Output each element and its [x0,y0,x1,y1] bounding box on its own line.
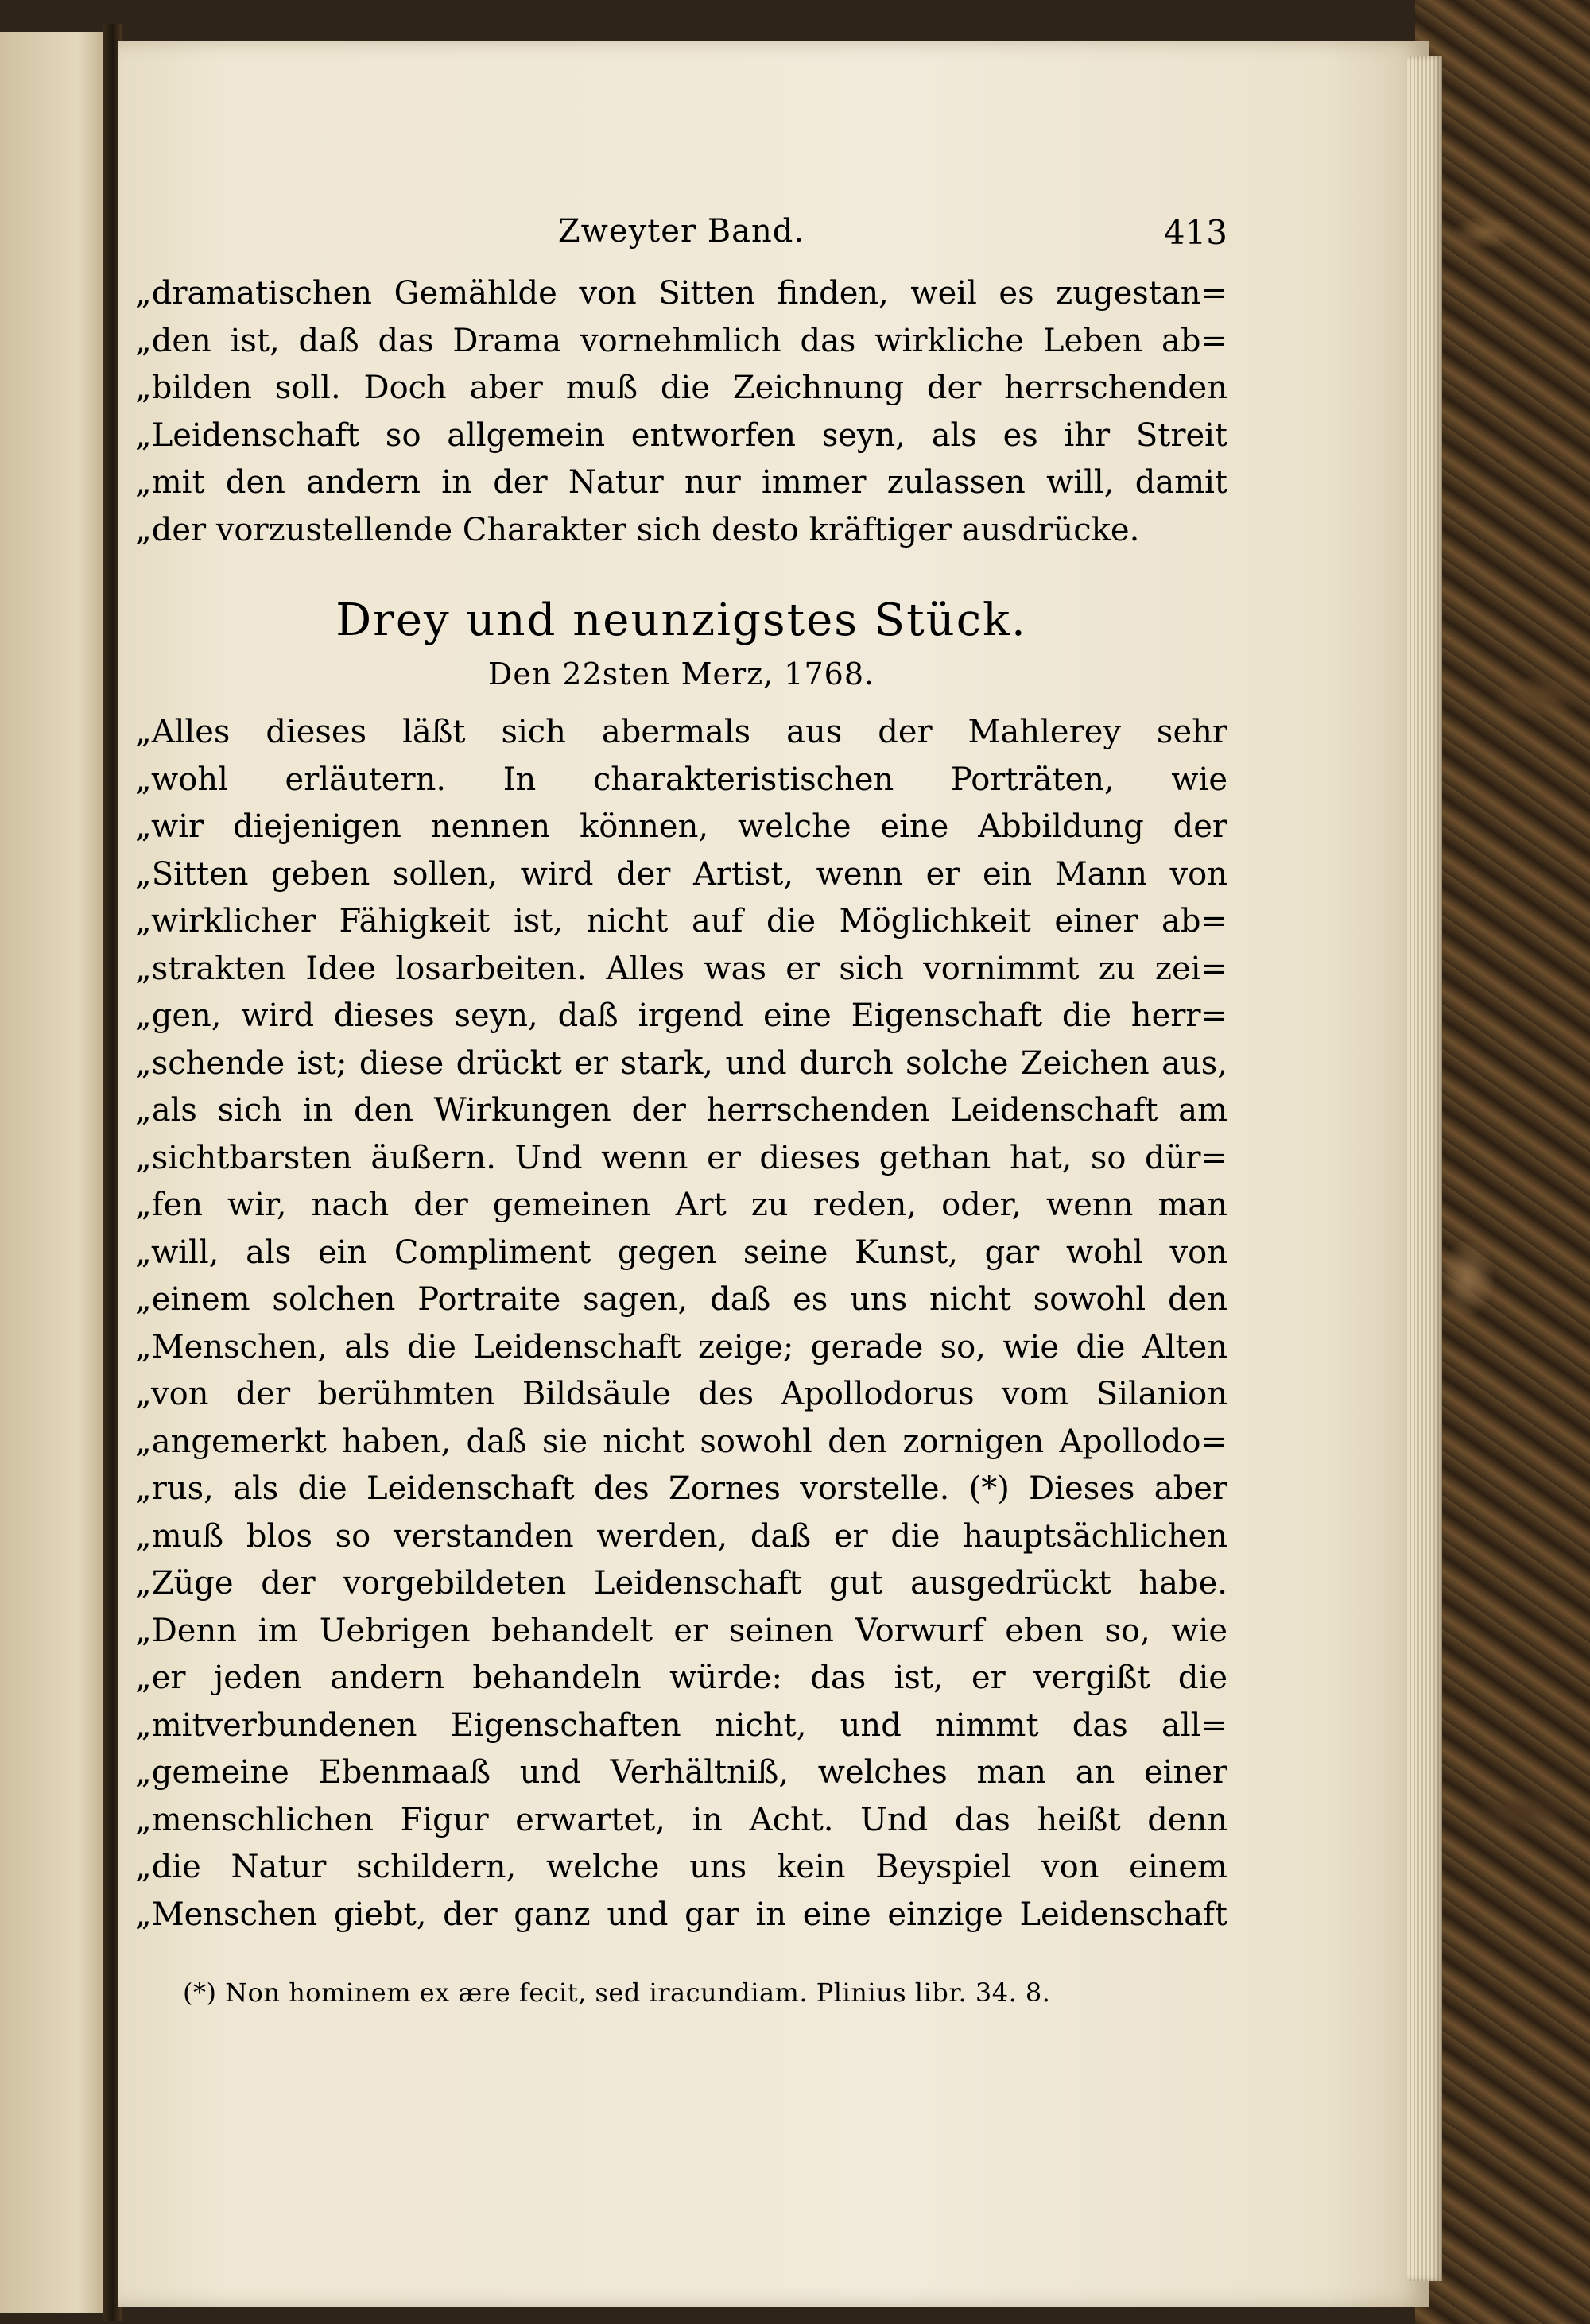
text-line: „Menschen giebt, der ganz und gar in eine einzige Leidenschaft [135,1896,1227,1933]
running-head [135,213,1227,261]
page-edges [1407,56,1442,2281]
text-line: „den ist, daß das Drama vornehmlich das wirkliche Leben ab= [135,322,1227,359]
text-line: „angemerkt haben, daß sie nicht sowohl den zornigen Apollodo= [135,1423,1227,1460]
text-block-body [135,709,1227,1939]
text-line: „als sich in den Wirkungen der herrschenden Leidenschaft am [135,1092,1227,1129]
text-line: „menschlichen Figur erwartet, in Acht. Und das heißt denn [135,1801,1227,1838]
page-number: 413 [1163,213,1227,252]
text-line: „sichtbarsten äußern. Und wenn er dieses gethan hat, so dür= [135,1139,1227,1176]
running-head-title: Zweyter Band. [557,213,805,250]
text-line: „muß blos so verstanden werden, daß er die hauptsächlichen [135,1517,1227,1555]
facing-page-edge [0,32,111,2313]
text-line: „einem solchen Portraite sagen, daß es uns nicht sowohl den [135,1281,1227,1318]
text-line: „fen wir, nach der gemeinen Art zu reden, oder, wenn man [135,1187,1227,1223]
text-line: „Alles dieses läßt sich abermals aus der Mahlerey sehr [135,714,1227,750]
text-line: „Denn im Uebrigen behandelt er seinen Vorwurf eben so, wie [135,1612,1227,1649]
text-line: „wir diejenigen nennen können, welche eine Abbildung der [135,808,1227,845]
text-line: „gemeine Ebenmaaß und Verhältniß, welches man an einer [135,1754,1227,1791]
text-line: „er jeden andern behandeln würde: das ist, er vergißt die [135,1660,1227,1696]
text-line: „rus, als die Leidenschaft des Zornes vorstelle. (*) Dieses aber [135,1470,1227,1507]
text-line: „will, als ein Compliment gegen seine Kunst, gar wohl von [135,1234,1227,1271]
section-date: Den 22sten Merz, 1768. [487,657,875,691]
text-line: „die Natur schildern, welche uns kein Beyspiel von einem [135,1849,1227,1885]
text-line: „mitverbundenen Eigenschaften nicht, und nimmt das all= [135,1706,1227,1744]
text-line: „bilden soll. Doch aber muß die Zeichnung der herrschenden [135,370,1227,406]
text-line: „Sitten geben sollen, wird der Artist, wenn er ein Mann von [135,855,1227,893]
footnote: (*) Non hominem ex ære fecit, sed iracundiam. Plinius libr. 34. 8. [183,1977,1051,2008]
text-line: „gen, wird dieses seyn, daß irgend eine Eigenschaft die herr= [135,997,1227,1034]
text-line: „wirklicher Fähigkeit ist, nicht auf die Möglichkeit einer ab= [135,903,1227,939]
text-line: „wohl erläutern. In charakteristischen Porträten, wie [135,761,1227,798]
text-line: „schende ist; diese drückt er stark, und durch solche Zeichen aus, [135,1044,1227,1082]
text-line: „Züge der vorgebildeten Leidenschaft gut ausgedrückt habe. [135,1565,1227,1602]
text-block-top [135,270,1227,554]
text-line: „Menschen, als die Leidenschaft zeige; gerade so, wie die Alten [135,1328,1227,1365]
text-line: „dramatischen Gemählde von Sitten finden, weil es zugestan= [135,275,1227,312]
text-line: „mit den andern in der Natur nur immer zulassen will, damit [135,464,1227,501]
text-line: „von der berühmten Bildsäule des Apollodorus vom Silanion [135,1376,1227,1412]
text-line: „der vorzustellende Charakter sich desto kräftiger ausdrücke. [135,511,1140,548]
text-line: „strakten Idee losarbeiten. Alles was er sich vornimmt zu zei= [135,950,1227,987]
text-line: „Leidenschaft so allgemein entworfen seyn, als es ihr Streit [135,416,1227,454]
section-heading: Drey und neunzigstes Stück. [335,595,1027,646]
